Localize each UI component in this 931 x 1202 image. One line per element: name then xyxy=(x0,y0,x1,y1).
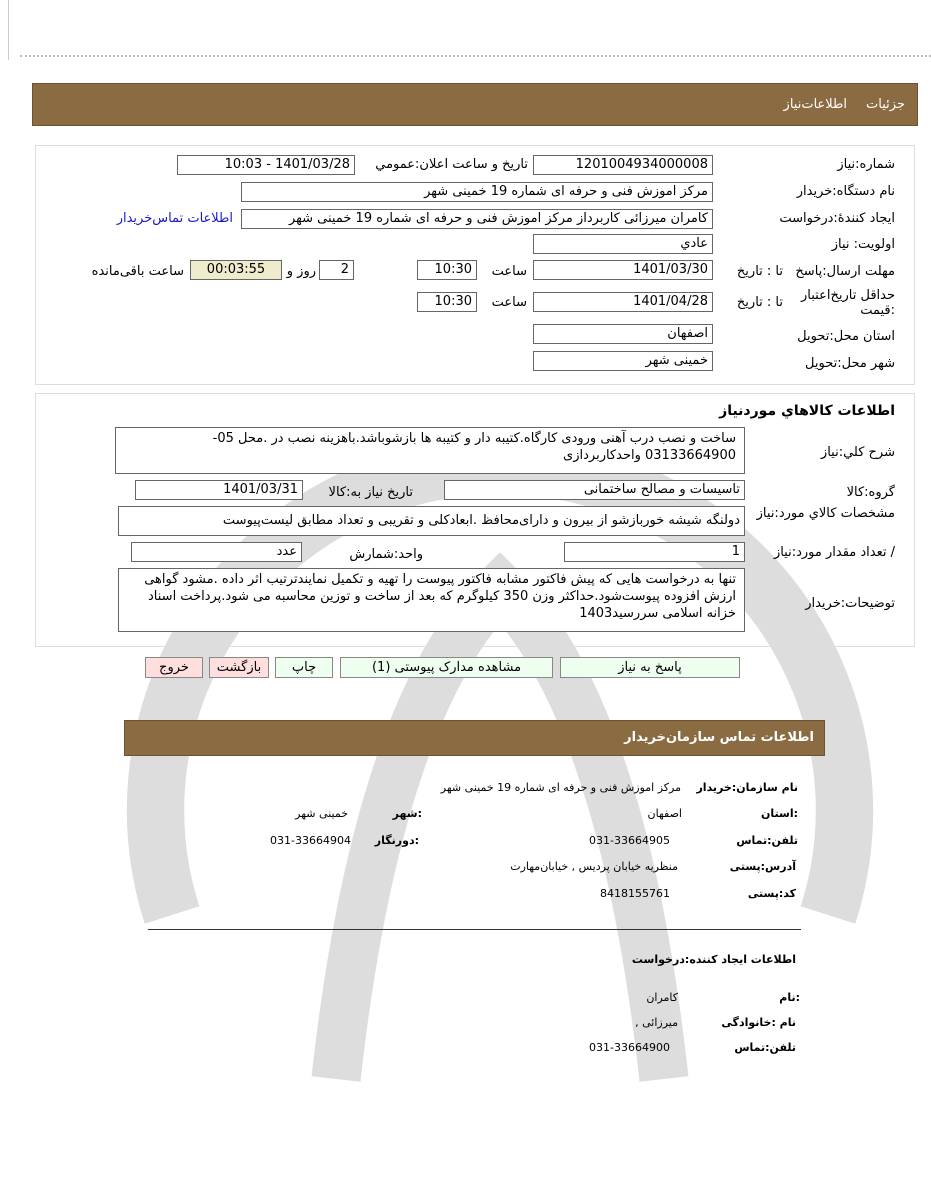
contact-city-label: :شهر xyxy=(392,807,422,820)
unit-field: عدد xyxy=(131,542,302,562)
deadline-to-date-label: تا : تاریخ xyxy=(736,264,783,279)
province-field: اصفهان xyxy=(533,324,713,344)
validity-label: حداقل تاریخ‌اعتبار :قیمت xyxy=(801,288,895,318)
creator-name: کامران xyxy=(646,991,678,1004)
priority-label: اولویت: نیاز xyxy=(831,237,895,252)
announce-field: 1401/03/28 - 10:03 xyxy=(177,155,355,175)
city-label: شهر محل:تحویل xyxy=(805,356,895,371)
contact-fax-label: :دورنگار xyxy=(374,834,419,847)
creator-name-label: :نام xyxy=(779,991,800,1004)
need-number-label: شماره:نیاز xyxy=(837,157,895,172)
contact-province-label: :استان xyxy=(761,807,798,820)
buyer-org-field: مرکز اموزش فنی و حرفه ای شماره 19 خمینی شهر xyxy=(241,182,713,202)
creator-phone-label: تلفن:تماس xyxy=(734,1041,796,1054)
contact-city: خمینی شهر xyxy=(295,807,348,820)
contact-address-label: آدرس:پستی xyxy=(729,860,796,873)
spec-label: مشخصات کالاي مورد:نیاز xyxy=(756,506,895,521)
deadline-time-field: 10:30 xyxy=(417,260,477,280)
buyer-contact-link[interactable]: اطلاعات تماس‌خریدار xyxy=(116,211,233,226)
notes-label: توضیحات:خریدار xyxy=(805,596,895,611)
contact-postal: 8418155761 xyxy=(600,887,670,900)
contact-header-bar xyxy=(124,720,825,756)
exit-button[interactable]: خروج xyxy=(145,657,203,678)
contact-fax: 031-33664904 xyxy=(270,834,351,847)
contact-phone-label: تلفن:تماس xyxy=(736,834,798,847)
contact-title: اطلاعات تماس سازمان‌خریدار xyxy=(624,730,814,745)
days-field: 2 xyxy=(319,260,354,280)
remaining-time-field: 00:03:55 xyxy=(190,260,282,280)
need-number-field: 1201004934000008 xyxy=(533,155,713,175)
print-button[interactable]: چاپ xyxy=(275,657,333,678)
page-header-bar xyxy=(32,83,918,126)
creator-label: ایجاد کنندهٔ:درخواست xyxy=(779,211,895,226)
contact-org-label: نام سازمان:خریدار xyxy=(696,781,798,794)
top-divider xyxy=(20,55,931,57)
buyer-org-label: نام دستگاه:خریدار xyxy=(796,184,895,199)
validity-date-field: 1401/04/28 xyxy=(533,292,713,312)
notes-field: تنها به درخواست هایی که پیش فاکتور مشابه فاکتور پیوست را تهیه و تکمیل نمایندترتیب اثر داده .مشود گواهی ارزش افزوده پیوست‌شود.حداکثر وزن 350 کیلوگرم که بعد از ساخت و توزین محاسبه می شود.پرداخت اسناد خزانه اسلامی سررسید1403 xyxy=(118,568,745,632)
spec-field: دولنگه شیشه خوربازشو از بیرون و دارای‌محافظ .ابعادکلی و تقریبی و تعداد مطابق لیست‌پیوست xyxy=(118,506,745,536)
need-date-label: تاریخ نیاز به:کالا xyxy=(328,485,413,500)
validity-time-field: 10:30 xyxy=(417,292,477,312)
group-field: تاسیسات و مصالح ساختمانی xyxy=(444,480,745,500)
creator-field: کامران میرزائی کاربرداز مرکز اموزش فنی و حرفه ای شماره 19 خمینی شهر xyxy=(241,209,713,229)
qty-label: / تعداد مقدار مورد:نیاز xyxy=(773,545,895,560)
deadline-label: مهلت ارسال:پاسخ xyxy=(795,264,895,279)
goods-title: اطلاعات کالاهاي موردنیاز xyxy=(719,403,895,419)
reply-button[interactable]: پاسخ به نیاز xyxy=(560,657,740,678)
creator-phone: 031-33664900 xyxy=(589,1041,670,1054)
contact-province: اصفهان xyxy=(647,807,682,820)
desc-label: شرح کلي:نیاز xyxy=(820,445,895,460)
deadline-date-field: 1401/03/30 xyxy=(533,260,713,280)
contact-phone: 031-33664905 xyxy=(589,834,670,847)
creator-info-title: اطلاعات ایجاد کننده:درخواست xyxy=(631,953,796,966)
tab-need-info[interactable]: اطلاعات‌نیاز xyxy=(783,97,847,112)
group-label: گروه:کالا xyxy=(846,485,895,500)
priority-field: عادي xyxy=(533,234,713,254)
contact-org: مرکز اموزش فنی و حرفه ای شماره 19 خمینی شهر xyxy=(440,781,681,794)
contact-divider xyxy=(148,929,801,930)
creator-family: میرزائی , xyxy=(635,1016,678,1029)
tab-details[interactable]: جزئیات xyxy=(866,97,905,112)
attachments-button[interactable]: مشاهده مدارک پیوستی (1) xyxy=(340,657,553,678)
city-field: خمینی شهر xyxy=(533,351,713,371)
contact-postal-label: کد:پستی xyxy=(747,887,796,900)
back-button[interactable]: بازگشت xyxy=(209,657,269,678)
unit-label: واحد:شمارش xyxy=(349,547,423,562)
desc-field: ساخت و نصب درب آهنی ورودی کارگاه.کتیبه دار و کتیبه ها بازشوباشد.باهزینه نصب در .محل 05-03133664900 واحدکاربردازی xyxy=(115,427,745,474)
announce-label: تاریخ و ساعت اعلان:عمومي xyxy=(375,157,528,172)
creator-family-label: نام :خانوادگی xyxy=(721,1016,796,1029)
validity-to-date-label: تا : تاریخ xyxy=(736,295,783,310)
contact-address: منظریه خیابان پردیس , خیابان‌مهارت xyxy=(510,860,678,873)
province-label: استان محل:تحویل xyxy=(797,329,895,344)
left-edge xyxy=(8,0,9,60)
days-label: روز و xyxy=(286,264,316,279)
remaining-label: ساعت باقی‌مانده xyxy=(91,264,184,279)
qty-field: 1 xyxy=(564,542,745,562)
validity-time-label: ساعت xyxy=(491,295,527,310)
need-date-field: 1401/03/31 xyxy=(135,480,303,500)
deadline-time-label: ساعت xyxy=(491,264,527,279)
